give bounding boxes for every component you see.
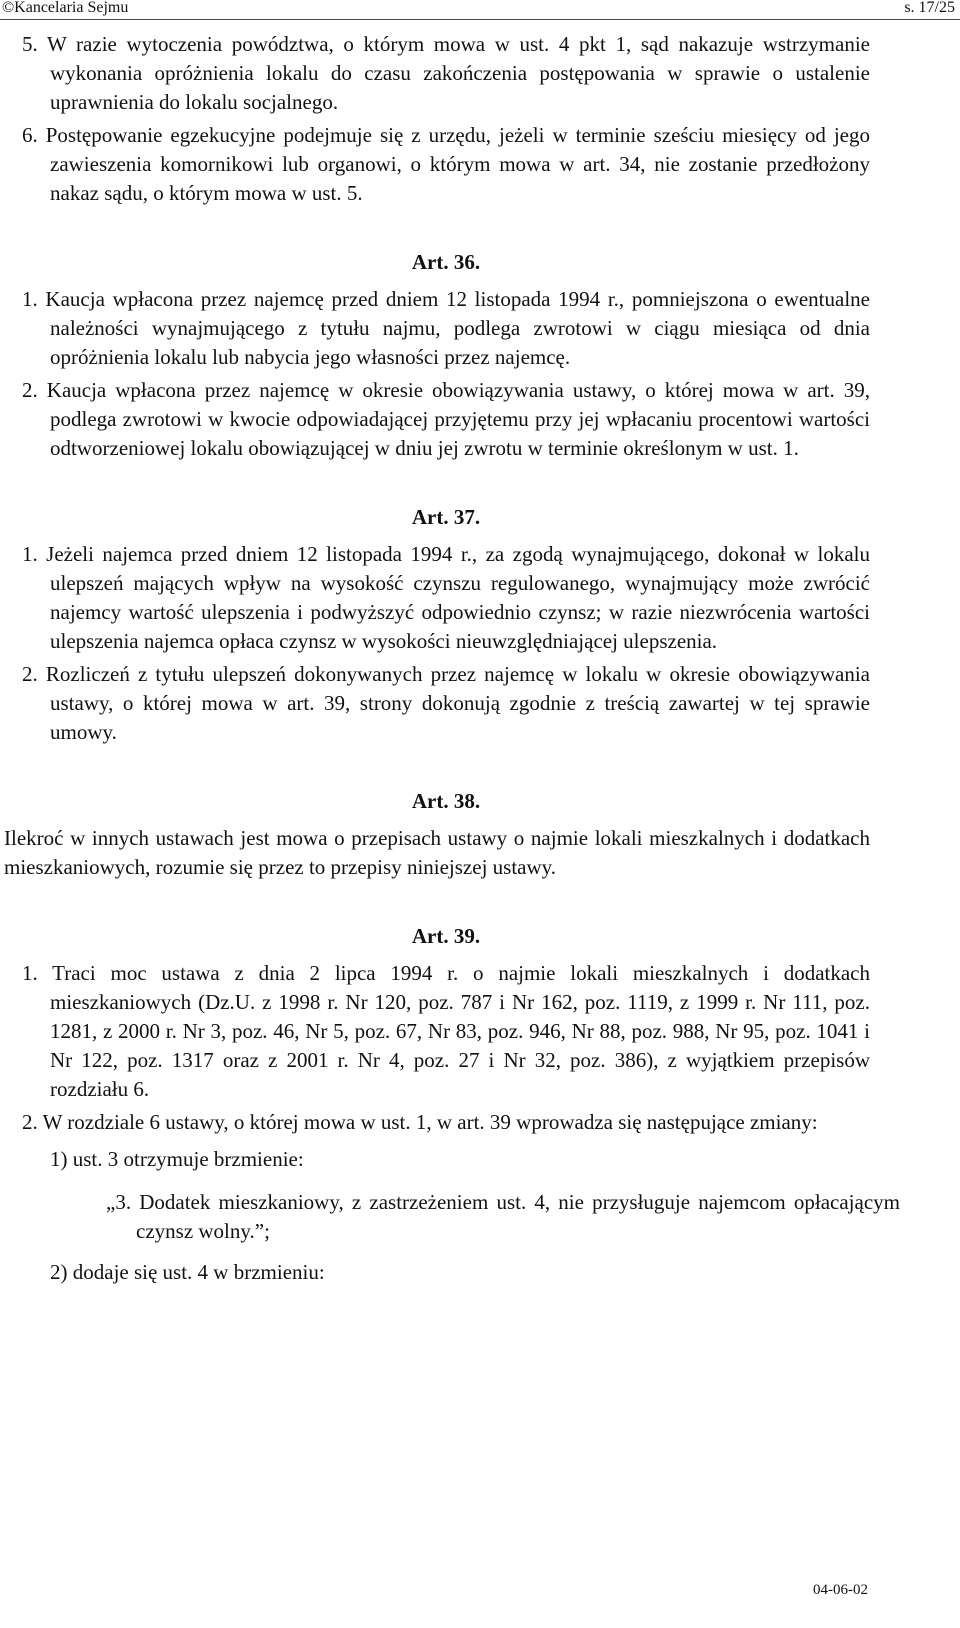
paragraph: 2. Kaucja wpłacona przez najemcę w okresie obowiązywania ustawy, o której mowa w art. 39, podlega zwrotowi w kwocie odpowiadającej przyjętemu przy jej wpłacaniu procentowi wartości odtworzeniowej lokalu obowiązującej w dniu jej zwrotu w terminie określonym w ust. 1. (22, 378, 870, 460)
article-heading: Art. 37. (411, 505, 481, 529)
paragraph: 2. Rozliczeń z tytułu ulepszeń dokonywanych przez najemcę w lokalu w okresie obowiązywania ustawy, o której mowa w art. 39, strony dokonują zgodnie z treścią zawartej w tej sprawie umowy. (22, 662, 870, 744)
page-header (0, 0, 960, 20)
paragraph-5: 5. W razie wytoczenia powództwa, o którym mowa w ust. 4 pkt 1, sąd nakazuje wstrzymanie wykonania opróżnienia lokalu do czasu zakończenia postępowania w sprawie o ustalenie uprawnienia do lokalu socjalnego. (22, 32, 870, 114)
quoted-amendment: „3. Dodatek mieszkaniowy, z zastrzeżeniem ust. 4, nie przysługuje najemcom opłacającym czynsz wolny.”; (106, 1190, 900, 1243)
list-item: 1) ust. 3 otrzymuje brzmienie: (50, 1147, 304, 1171)
article-heading: Art. 39. (411, 924, 481, 948)
document-body (4, 30, 900, 1293)
copyright-label: ©Kancelaria Sejmu (2, 0, 129, 16)
page-number: s. 17/25 (904, 0, 955, 16)
paragraph: Ilekroć w innych ustawach jest mowa o przepisach ustawy o najmie lokali mieszkalnych i dodatkach mieszkaniowych, rozumie się przez to przepisy niniejszej ustawy. (4, 826, 870, 879)
paragraph: 1. Traci moc ustawa z dnia 2 lipca 1994 r. o najmie lokali mieszkalnych i dodatkach mieszkaniowych (Dz.U. z 1998 r. Nr 120, poz. 787 i Nr 162, poz. 1119, z 1999 r. Nr 111, poz. 1281, z 2000 r. Nr 3, poz. 46, Nr 5, poz. 67, Nr 83, poz. 946, Nr 88, poz. 988, Nr 95, poz. 1041 i Nr 122, poz. 1317 oraz z 2001 r. Nr 4, poz. 27 i Nr 32, poz. 386), z wyjątkiem przepisów rozdziału 6. (22, 961, 870, 1101)
paragraph: 1. Jeżeli najemca przed dniem 12 listopada 1994 r., za zgodą wynajmującego, dokonał w lokalu ulepszeń mających wpływ na wysokość czynszu regulowanego, wynajmujący może zwrócić najemcy wartość ulepszenia i podwyższyć odpowiednio czynsz; w razie niezwrócenia wartości ulepszenia najemca opłaca czynsz w wysokości nieuwzględniającej ulepszenia. (22, 542, 870, 653)
footer-date: 04-06-02 (813, 1582, 868, 1598)
paragraph: 2. W rozdziale 6 ustawy, o której mowa w ust. 1, w art. 39 wprowadza się następujące zmiany: (22, 1110, 818, 1134)
header-divider (0, 19, 960, 20)
paragraph-6: 6. Postępowanie egzekucyjne podejmuje się z urzędu, jeżeli w terminie sześciu miesięcy od jego zawieszenia komornikowi lub organowi, o którym mowa w art. 34, nie zostanie przedłożony nakaz sądu, o którym mowa w ust. 5. (22, 123, 870, 205)
article-heading: Art. 38. (411, 789, 481, 813)
list-item: 2) dodaje się ust. 4 w brzmieniu: (50, 1260, 325, 1284)
article-heading: Art. 36. (411, 250, 481, 274)
paragraph: 1. Kaucja wpłacona przez najemcę przed dniem 12 listopada 1994 r., pomniejszona o ewentualne należności wynajmującego z tytułu najmu, podlega zwrotowi w ciągu miesiąca od dnia opróżnienia lokalu lub nabycia jego własności przez najemcę. (22, 287, 870, 369)
